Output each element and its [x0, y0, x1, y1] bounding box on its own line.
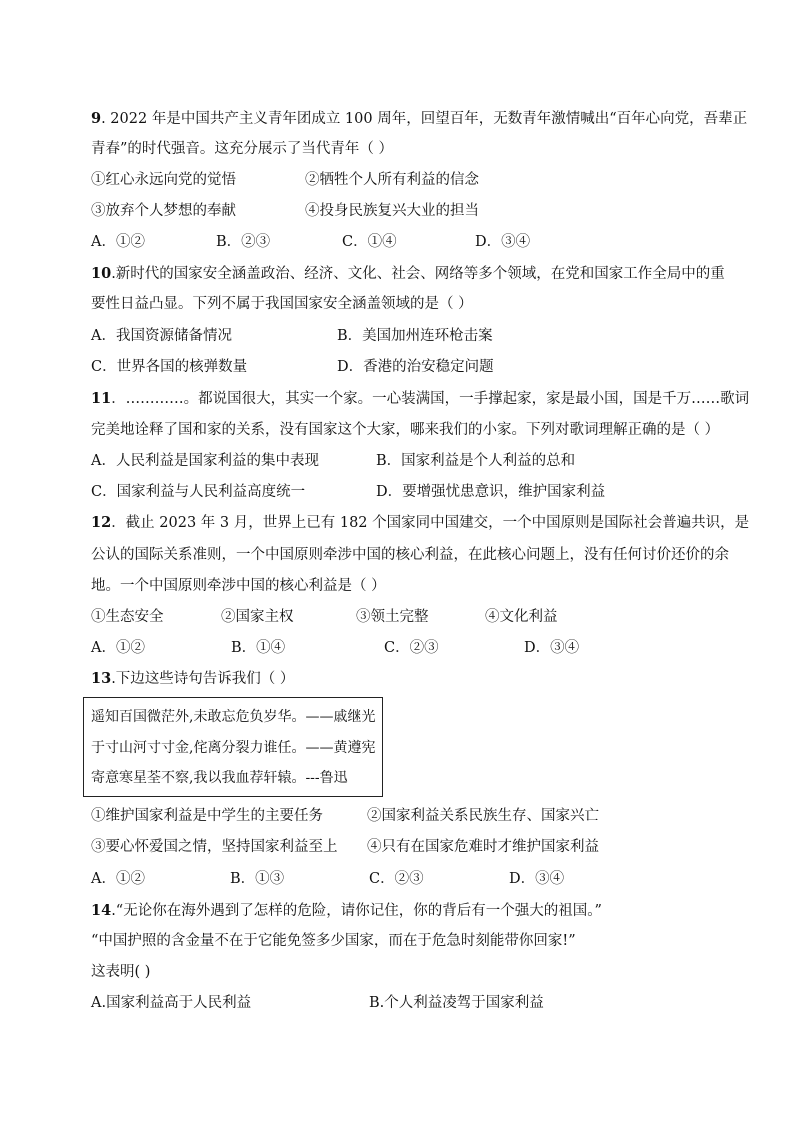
q14-stem-line-3: 这表明( ) — [91, 964, 151, 980]
q9-option-b[interactable]: B．②③ — [216, 234, 271, 250]
q14-number: 14 — [91, 902, 112, 919]
q10-option-c[interactable]: C．世界各国的核弹数量 — [91, 359, 248, 375]
q13-option-a[interactable]: A．①② — [91, 871, 145, 887]
poem-line-2: 于寸山河寸寸金,侘离分裂力谁任。——黄遵宪 — [91, 740, 376, 756]
q13-option-d[interactable]: D．③④ — [509, 871, 565, 887]
q13-number: 13 — [91, 670, 112, 687]
q9-stem-line-2: 青春”的时代强音。这充分展示了当代青年（ ） — [91, 141, 394, 157]
q12-option-c[interactable]: C．②③ — [384, 640, 439, 656]
q13-item-3: ③要心怀爱国之情，坚持国家利益至上 — [91, 839, 338, 855]
q14-option-a[interactable]: A.国家利益高于人民利益 — [91, 995, 252, 1011]
q13-item-4: ④只有在国家危难时才维护国家利益 — [367, 839, 599, 855]
poem-box — [83, 697, 383, 797]
q10-stem-text-1: .新时代的国家安全涵盖政治、经济、文化、社会、网络等多个领域，在党和国家工作全局中的重 — [111, 266, 725, 282]
q11-stem-line-1 — [91, 389, 749, 409]
q12-item-3: ③领土完整 — [356, 609, 429, 625]
q10-number: 10 — [91, 265, 112, 282]
q11-option-d[interactable]: D．要增强忧患意识，维护国家利益 — [376, 484, 606, 500]
q10-option-b[interactable]: B．美国加州连环枪击案 — [337, 328, 493, 344]
q11-option-c[interactable]: C．国家利益与人民利益高度统一 — [91, 484, 306, 500]
q13-item-2: ②国家利益关系民族生存、国家兴亡 — [367, 808, 599, 824]
q11-stem-text-1: ．…………。都说国很大，其实一个家。一心装满国，一手撑起家，家是最小国，国是千万……歌词 — [111, 391, 750, 407]
q14-stem-text-1: .“无论你在海外遇到了怎样的危险，请你记住，你的背后有一个强大的祖国。” — [111, 903, 602, 919]
q13-stem-line-1 — [91, 669, 294, 689]
q12-item-2: ②国家主权 — [221, 609, 294, 625]
q13-option-c[interactable]: C．②③ — [369, 871, 424, 887]
q10-stem-line-1 — [91, 264, 725, 284]
q9-item-3: ③放弃个人梦想的奉献 — [91, 203, 236, 219]
q9-option-c[interactable]: C．①④ — [342, 234, 397, 250]
q10-option-a[interactable]: A．我国资源储备情况 — [91, 328, 232, 344]
q12-option-d[interactable]: D．③④ — [524, 640, 580, 656]
q12-stem-line-3: 地。一个中国原则牵涉中国的核心利益是（ ） — [91, 578, 386, 594]
q12-option-b[interactable]: B．①④ — [231, 640, 286, 656]
q13-stem-text-1: .下边这些诗句告诉我们（ ） — [111, 671, 295, 687]
q12-stem-line-2: 公认的国际关系准则，一个中国原则牵涉中国的核心利益，在此核心问题上，没有任何讨价还价的余 — [91, 547, 729, 563]
q9-item-1: ①红心永远向党的觉悟 — [91, 172, 236, 188]
q14-stem-line-1 — [91, 901, 602, 921]
q9-option-a[interactable]: A．①② — [91, 234, 145, 250]
q13-item-1: ①维护国家利益是中学生的主要任务 — [91, 808, 323, 824]
q9-number: 9 — [91, 110, 102, 127]
q13-option-b[interactable]: B．①③ — [230, 871, 285, 887]
q12-stem-text-1: ．截止 2023 年 3 月，世界上已有 182 个国家同中国建交，一个中国原则是国际社会普遍共识，是 — [111, 515, 750, 531]
q10-stem-line-2: 要性日益凸显。下列不属于我国国家安全涵盖领域的是（ ） — [91, 296, 473, 312]
q11-option-a[interactable]: A．人民利益是国家利益的集中表现 — [91, 453, 319, 469]
poem-line-3: 寄意寒星荃不察,我以我血荐轩辕。---鲁迅 — [91, 770, 348, 786]
q9-option-d[interactable]: D．③④ — [475, 234, 531, 250]
q11-number: 11 — [91, 390, 112, 407]
q12-stem-line-1 — [91, 513, 749, 533]
q12-option-a[interactable]: A．①② — [91, 640, 145, 656]
q10-option-d[interactable]: D．香港的治安稳定问题 — [337, 359, 494, 375]
q14-stem-line-2: “中国护照的含金量不在于它能免签多少国家，而在于危急时刻能带你回家!” — [91, 933, 576, 949]
q14-option-b[interactable]: B.个人利益凌驾于国家利益 — [369, 995, 544, 1011]
q9-item-2: ②牺牲个人所有利益的信念 — [305, 172, 479, 188]
q9-stem-text-1: . 2022 年是中国共产主义青年团成立 100 周年，回望百年，无数青年激情喊出“百年心向党，吾辈正 — [101, 111, 748, 127]
poem-line-1: 遥知百国微茫外,未敢忘危负岁华。——戚继光 — [91, 709, 376, 725]
q11-option-b[interactable]: B．国家利益是个人利益的总和 — [376, 453, 576, 469]
q11-stem-line-2: 完美地诠释了国和家的关系，没有国家这个大家，哪来我们的小家。下列对歌词理解正确的是（ ） — [91, 422, 720, 438]
q12-item-4: ④文化利益 — [485, 609, 558, 625]
q12-number: 12 — [91, 514, 112, 531]
q12-item-1: ①生态安全 — [91, 609, 164, 625]
q9-stem-line-1 — [91, 109, 747, 129]
q9-item-4: ④投身民族复兴大业的担当 — [305, 203, 479, 219]
